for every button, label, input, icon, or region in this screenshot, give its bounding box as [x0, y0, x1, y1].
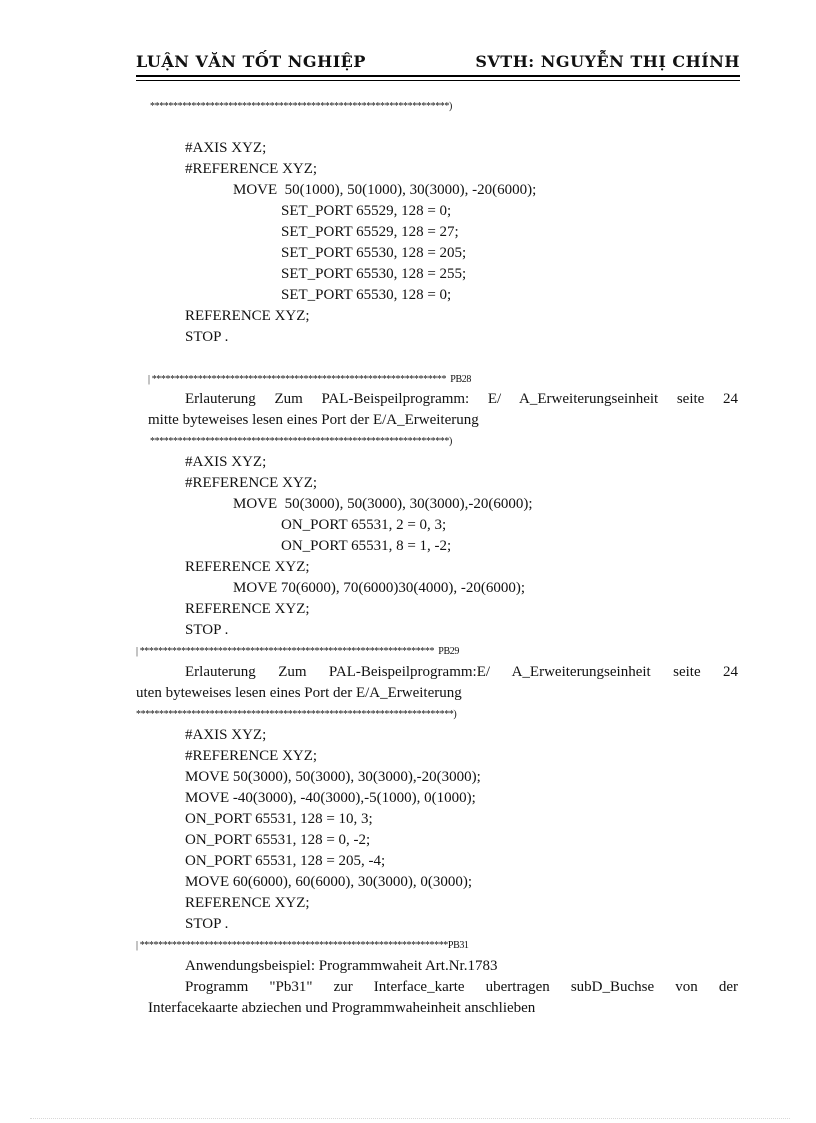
code-line: MOVE 60(6000), 60(6000), 30(3000), 0(3000);: [185, 874, 473, 890]
code-line: ON_PORT 65531, 8 = 1, -2;: [281, 538, 452, 554]
description-line: Programm "Pb31" zur Interface_karte ubertragen subD_Buchse von der: [185, 979, 738, 995]
code-line: MOVE 50(3000), 50(3000), 30(3000),-20(3000);: [185, 769, 481, 785]
code-line: MOVE 70(6000), 70(6000)30(4000), -20(6000);: [233, 580, 526, 596]
separator-line: *********************************************************************): [136, 709, 457, 720]
code-line: SET_PORT 65529, 128 = 0;: [281, 203, 452, 219]
code-line: MOVE 50(1000), 50(1000), 30(3000), -20(6000);: [233, 182, 537, 198]
code-line: REFERENCE XYZ;: [185, 308, 310, 324]
section-marker-pb28: | **************************************************************** PB28: [148, 374, 471, 385]
code-line: ON_PORT 65531, 2 = 0, 3;: [281, 517, 447, 533]
header-thesis-title: LUẬN VĂN TỐT NGHIỆP: [136, 52, 366, 71]
code-line: STOP .: [185, 916, 229, 932]
separator-line: *****************************************************************): [150, 101, 452, 112]
code-line: STOP .: [185, 329, 229, 345]
code-line: SET_PORT 65530, 128 = 205;: [281, 245, 467, 261]
section-marker-pb31: | *******************************************************************PB31: [136, 940, 469, 951]
code-line: #REFERENCE XYZ;: [185, 475, 318, 491]
code-line: REFERENCE XYZ;: [185, 559, 310, 575]
description-line: Interfacekaarte abziechen und Programmwaheinheit anschlieben: [148, 1000, 536, 1016]
code-line: SET_PORT 65530, 128 = 0;: [281, 287, 452, 303]
description-line: Anwendungsbeispiel: Programmwaheit Art.Nr.1783: [185, 958, 498, 974]
code-line: ON_PORT 65531, 128 = 205, -4;: [185, 853, 386, 869]
separator-line: *****************************************************************): [150, 436, 452, 447]
code-line: REFERENCE XYZ;: [185, 601, 310, 617]
code-line: #REFERENCE XYZ;: [185, 748, 318, 764]
description-line: mitte byteweises lesen eines Port der E/A_Erweiterung: [148, 412, 479, 428]
code-line: #AXIS XYZ;: [185, 454, 267, 470]
description-line: Erlauterung Zum PAL-Beispeilprogramm: E/ A_Erweiterungseinheit seite 24: [185, 391, 738, 407]
description-line: Erlauterung Zum PAL-Beispeilprogramm:E/ A_Erweiterungseinheit seite 24: [185, 664, 738, 680]
code-line: MOVE -40(3000), -40(3000),-5(1000), 0(1000);: [185, 790, 476, 806]
code-line: #REFERENCE XYZ;: [185, 161, 318, 177]
code-line: SET_PORT 65529, 128 = 27;: [281, 224, 459, 240]
code-line: MOVE 50(3000), 50(3000), 30(3000),-20(6000);: [233, 496, 533, 512]
page-bottom-border: [30, 1118, 790, 1119]
code-line: SET_PORT 65530, 128 = 255;: [281, 266, 467, 282]
code-line: #AXIS XYZ;: [185, 727, 267, 743]
code-line: STOP .: [185, 622, 229, 638]
header-student-name: SVTH: NGUYỄN THỊ CHÍNH: [475, 52, 740, 71]
description-line: uten byteweises lesen eines Port der E/A_Erweiterung: [136, 685, 462, 701]
section-marker-pb29: | **************************************************************** PB29: [136, 646, 459, 657]
code-line: ON_PORT 65531, 128 = 10, 3;: [185, 811, 373, 827]
code-line: #AXIS XYZ;: [185, 140, 267, 156]
code-line: REFERENCE XYZ;: [185, 895, 310, 911]
code-line: ON_PORT 65531, 128 = 0, -2;: [185, 832, 371, 848]
